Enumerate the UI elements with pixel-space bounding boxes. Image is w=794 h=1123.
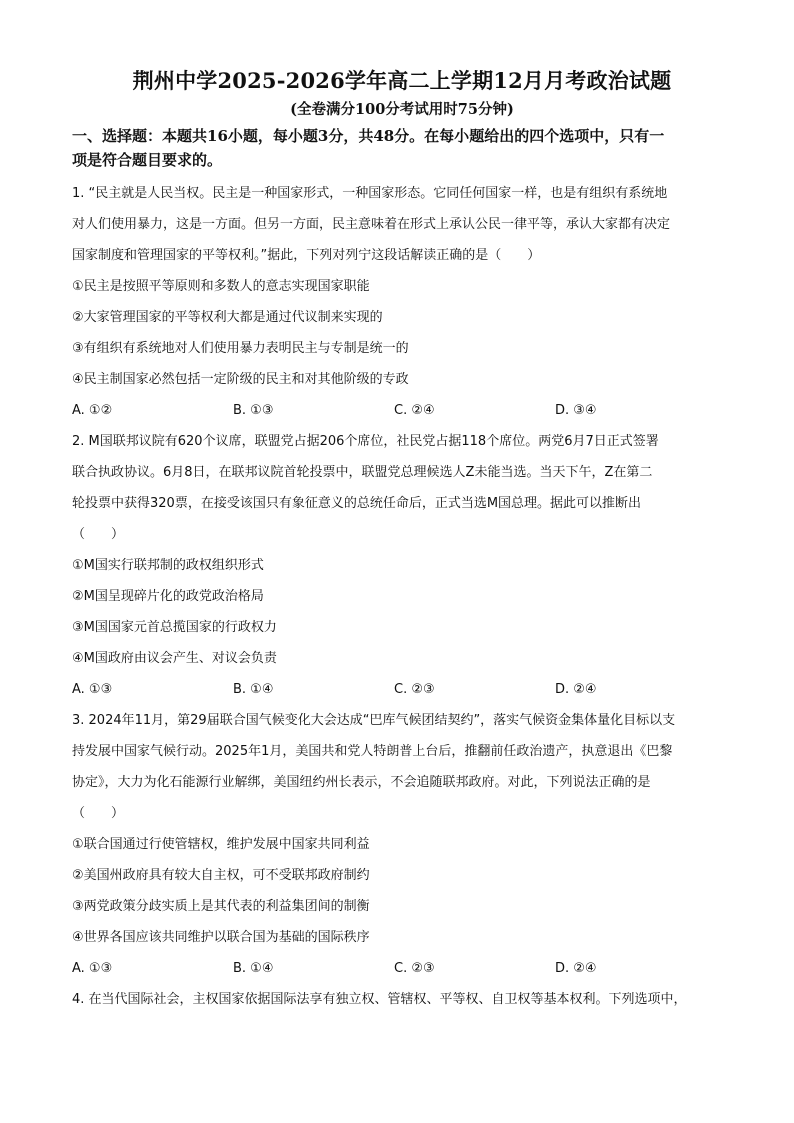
question-2: [72, 426, 732, 705]
question-2-stem-line-1: 2. M国联邦议院有620个议席，联盟党占据206个席位，社民党占据118个席位。两党6月7日正式签署: [72, 434, 659, 449]
question-2-choice-c[interactable]: C. ②③: [394, 682, 435, 697]
question-1-choice-c[interactable]: C. ②④: [394, 403, 435, 418]
exam-subtitle: (全卷满分100分考试用时75分钟): [290, 101, 514, 118]
question-3-statement-1: ①联合国通过行使管辖权，维护发展中国家共同利益: [72, 837, 370, 852]
question-3-statement-2: ②美国州政府具有较大自主权，可不受联邦政府制约: [72, 868, 370, 883]
question-3-stem-line-2: 持发展中国家气候行动。2025年1月，美国共和党人特朗普上台后，推翻前任政治遗产，执意退出《巴黎: [72, 744, 673, 759]
question-3-stem-line-3: 协定》，大力为化石能源行业解绑，美国纽约州长表示，不会追随联邦政府。对此，下列说法正确的是: [72, 775, 651, 790]
question-1-choice-d[interactable]: D. ③④: [555, 403, 597, 418]
question-3-statement-3: ③两党政策分歧实质上是其代表的利益集团间的制衡: [72, 899, 370, 914]
page-title: 荆州中学2025-2026学年高二上学期12月月考政治试题: [132, 68, 672, 93]
section-heading-line-1: 一、选择题：本题共16小题，每小题3分，共48分。在每小题给出的四个选项中，只有一: [72, 127, 665, 145]
question-3-stem-line-4: （ ）: [72, 806, 125, 821]
section-heading-line-2: 项是符合题目要求的。: [72, 151, 223, 169]
question-3-choices: [72, 953, 732, 984]
question-2-choice-b[interactable]: B. ①④: [233, 682, 274, 697]
question-1-choice-b[interactable]: B. ①③: [233, 403, 274, 418]
section-heading: [72, 124, 732, 172]
question-1-statement-3: ③有组织有系统地对人们使用暴力表明民主与专制是统一的: [72, 341, 409, 356]
question-1-stem-line-3: 国家制度和管理国家的平等权利。”据此，下列对列宁这段话解读正确的是（ ）: [72, 248, 541, 263]
question-1-stem-line-2: 对人们使用暴力，这是一方面。但另一方面，民主意味着在形式上承认公民一律平等，承认大家都有决定: [72, 217, 671, 232]
question-2-choices: [72, 674, 732, 705]
question-2-statement-1: ①M国实行联邦制的政权组织形式: [72, 558, 264, 573]
question-2-statement-3: ③M国国家元首总揽国家的行政权力: [72, 620, 277, 635]
question-1: [72, 178, 732, 426]
question-4: [72, 984, 732, 1015]
question-4-stem-line-1: 4. 在当代国际社会，主权国家依据国际法享有独立权、管辖权、平等权、自卫权等基本权利。下列选项中，: [72, 992, 687, 1007]
question-3-choice-a[interactable]: A. ①③: [72, 961, 113, 976]
question-1-statement-2: ②大家管理国家的平等权利大都是通过代议制来实现的: [72, 310, 383, 325]
question-2-stem-line-4: （ ）: [72, 527, 125, 542]
question-2-stem-line-2: 联合执政协议。6月8日，在联邦议院首轮投票中，联盟党总理候选人Z未能当选。当天下午，Z在第二: [72, 465, 653, 480]
question-3-statement-4: ④世界各国应该共同维护以联合国为基础的国际秩序: [72, 930, 370, 945]
question-1-choices: [72, 395, 732, 426]
question-1-stem-line-1: 1. “民主就是人民当权。民主是一种国家形式，一种国家形态。它同任何国家一样，也是有组织有系统地: [72, 186, 668, 201]
question-2-choice-d[interactable]: D. ②④: [555, 682, 597, 697]
question-1-statement-4: ④民主制国家必然包括一定阶级的民主和对其他阶级的专政: [72, 372, 409, 387]
question-1-choice-a[interactable]: A. ①②: [72, 403, 113, 418]
question-2-stem-line-3: 轮投票中获得320票，在接受该国只有象征意义的总统任命后，正式当选M国总理。据此可以推断出: [72, 496, 642, 511]
question-3-choice-d[interactable]: D. ②④: [555, 961, 597, 976]
question-3-choice-b[interactable]: B. ①④: [233, 961, 274, 976]
question-3-choice-c[interactable]: C. ②③: [394, 961, 435, 976]
question-2-statement-4: ④M国政府由议会产生、对议会负责: [72, 651, 277, 666]
question-3: [72, 705, 732, 984]
question-1-statement-1: ①民主是按照平等原则和多数人的意志实现国家职能: [72, 279, 370, 294]
question-3-stem-line-1: 3. 2024年11月，第29届联合国气候变化大会达成“巴库气候团结契约”，落实气候资金集体量化目标以支: [72, 713, 676, 728]
question-2-statement-2: ②M国呈现碎片化的政党政治格局: [72, 589, 264, 604]
question-2-choice-a[interactable]: A. ①③: [72, 682, 113, 697]
